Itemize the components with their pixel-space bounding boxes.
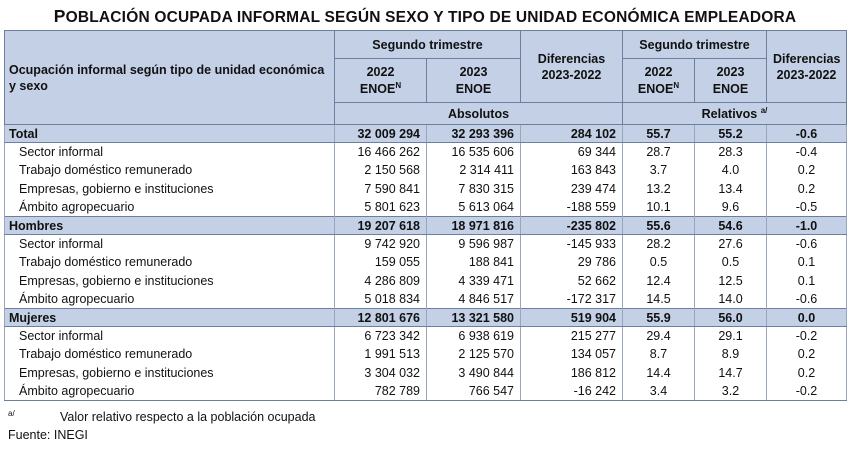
group-row-diff: 284 102 xyxy=(521,125,623,143)
table-row-v2023: 4 339 471 xyxy=(427,272,521,290)
table-row-label: Empresas, gobierno e instituciones xyxy=(5,272,335,290)
group-row-rdiff: 0.0 xyxy=(767,308,847,326)
table-row-v2022: 6 723 342 xyxy=(335,327,427,345)
table-row-diff: 29 786 xyxy=(521,253,623,271)
table-row-v2023: 766 547 xyxy=(427,382,521,400)
table-row-rdiff: 0.1 xyxy=(767,272,847,290)
table-row-r2023: 14.0 xyxy=(695,290,767,308)
table-row-diff: 186 812 xyxy=(521,364,623,382)
table-header xyxy=(5,31,847,125)
group-row-rdiff: -0.6 xyxy=(767,125,847,143)
table-row xyxy=(5,235,847,253)
group-row-r2022: 55.7 xyxy=(623,125,695,143)
group-row-v2023: 13 321 580 xyxy=(427,308,521,326)
table-row-r2022: 3.7 xyxy=(623,161,695,179)
table-row-v2023: 2 125 570 xyxy=(427,345,521,363)
table-row-label: Trabajo doméstico remunerado xyxy=(5,253,335,271)
table-row-r2022: 13.2 xyxy=(623,180,695,198)
table-row-v2022: 7 590 841 xyxy=(335,180,427,198)
col-2023-abs xyxy=(427,59,521,103)
year-2022-rel: 2022 xyxy=(644,64,673,79)
col-2022-rel xyxy=(623,59,695,103)
table-row-v2023: 6 938 619 xyxy=(427,327,521,345)
table-row-r2022: 14.5 xyxy=(623,290,695,308)
table-row-label: Sector informal xyxy=(5,235,335,253)
table-row-r2023: 29.1 xyxy=(695,327,767,345)
year-2022: 2022 xyxy=(366,64,395,79)
table-row-v2022: 9 742 920 xyxy=(335,235,427,253)
table-row-diff: 134 057 xyxy=(521,345,623,363)
group-row-v2022: 32 009 294 xyxy=(335,125,427,143)
table-row xyxy=(5,364,847,382)
table-row-v2022: 5 801 623 xyxy=(335,198,427,216)
table-row-v2022: 5 018 834 xyxy=(335,290,427,308)
source-note: Fuente: INEGI xyxy=(8,428,88,442)
table-row-r2022: 0.5 xyxy=(623,253,695,271)
table-row-v2023: 4 846 517 xyxy=(427,290,521,308)
table-row-diff: -145 933 xyxy=(521,235,623,253)
source-2022-rel: ENOE xyxy=(637,81,674,96)
group-row-v2022: 19 207 618 xyxy=(335,216,427,234)
table-row xyxy=(5,253,847,271)
relativos-sup: a/ xyxy=(760,105,768,115)
table-row-rdiff: -0.4 xyxy=(767,143,847,161)
table-row-r2022: 12.4 xyxy=(623,272,695,290)
table-row-r2023: 9.6 xyxy=(695,198,767,216)
table-row-r2023: 4.0 xyxy=(695,161,767,179)
table-row-rdiff: 0.2 xyxy=(767,180,847,198)
table-row-label: Ámbito agropecuario xyxy=(5,290,335,308)
source-2023-rel: ENOE xyxy=(712,81,749,96)
table-row-label: Ámbito agropecuario xyxy=(5,382,335,400)
table-row-r2023: 0.5 xyxy=(695,253,767,271)
relativos-header xyxy=(623,103,847,125)
year-2023: 2023 xyxy=(459,64,488,79)
diff-right-label: Diferencias 2023-2022 xyxy=(773,51,841,82)
table-row-diff: -188 559 xyxy=(521,198,623,216)
table-row-r2022: 29.4 xyxy=(623,327,695,345)
table-row-r2023: 13.4 xyxy=(695,180,767,198)
footnote-mark: a/ xyxy=(8,408,15,418)
diff-left-header xyxy=(521,31,623,103)
table-row xyxy=(5,180,847,198)
table-row xyxy=(5,198,847,216)
col-2023-rel xyxy=(695,59,767,103)
table-row xyxy=(5,143,847,161)
table-row-r2022: 8.7 xyxy=(623,345,695,363)
period-right-header: Segundo trimestre xyxy=(623,31,767,59)
table-row-r2022: 28.7 xyxy=(623,143,695,161)
table-row-label: Empresas, gobierno e instituciones xyxy=(5,364,335,382)
table-row-diff: 239 474 xyxy=(521,180,623,198)
source-2022-sup: N xyxy=(395,80,402,90)
year-2023-rel: 2023 xyxy=(716,64,745,79)
table-row-label: Sector informal xyxy=(5,143,335,161)
group-row-label: Hombres xyxy=(5,216,335,234)
table-row-label: Ámbito agropecuario xyxy=(5,198,335,216)
footnote xyxy=(8,408,316,424)
absolutos-header: Absolutos xyxy=(335,103,623,125)
table-row xyxy=(5,382,847,400)
table-title-initial: P xyxy=(53,6,66,26)
group-row-v2023: 32 293 396 xyxy=(427,125,521,143)
table-title-rest: OBLACIÓN OCUPADA INFORMAL SEGÚN SEXO Y TIPO DE UNIDAD ECONÓMICA EMPLEADORA xyxy=(65,9,797,26)
table-row-rdiff: -0.6 xyxy=(767,290,847,308)
group-row-v2022: 12 801 676 xyxy=(335,308,427,326)
table-row-label: Sector informal xyxy=(5,327,335,345)
footnote-text: Valor relativo respecto a la población ocupada xyxy=(60,410,316,424)
table-row xyxy=(5,345,847,363)
table-row-v2023: 16 535 606 xyxy=(427,143,521,161)
table-row-rdiff: 0.1 xyxy=(767,253,847,271)
table-row-v2022: 2 150 568 xyxy=(335,161,427,179)
source-2023: ENOE xyxy=(455,81,492,96)
group-row-label: Total xyxy=(5,125,335,143)
table-row xyxy=(5,272,847,290)
group-row-diff: -235 802 xyxy=(521,216,623,234)
row-header: Ocupación informal según tipo de unidad económica y sexo xyxy=(5,31,335,125)
table-row-v2023: 9 596 987 xyxy=(427,235,521,253)
period-left-header: Segundo trimestre xyxy=(335,31,521,59)
table-row-rdiff: -0.5 xyxy=(767,198,847,216)
table-row-rdiff: -0.6 xyxy=(767,235,847,253)
table-body xyxy=(5,125,847,401)
table-title xyxy=(0,6,850,27)
table-row-rdiff: -0.2 xyxy=(767,327,847,345)
group-row-r2022: 55.6 xyxy=(623,216,695,234)
table-row-v2022: 782 789 xyxy=(335,382,427,400)
group-row xyxy=(5,308,847,326)
table-row-rdiff: 0.2 xyxy=(767,161,847,179)
table-row-r2022: 3.4 xyxy=(623,382,695,400)
table-row-rdiff: 0.2 xyxy=(767,345,847,363)
table-row-r2023: 14.7 xyxy=(695,364,767,382)
table-row-v2022: 16 466 262 xyxy=(335,143,427,161)
table-row-r2023: 12.5 xyxy=(695,272,767,290)
table-row-v2022: 159 055 xyxy=(335,253,427,271)
group-row xyxy=(5,216,847,234)
table-row-label: Trabajo doméstico remunerado xyxy=(5,345,335,363)
table-row-v2022: 3 304 032 xyxy=(335,364,427,382)
group-row-r2023: 55.2 xyxy=(695,125,767,143)
group-row-r2023: 54.6 xyxy=(695,216,767,234)
group-row-v2023: 18 971 816 xyxy=(427,216,521,234)
table-row-v2022: 1 991 513 xyxy=(335,345,427,363)
informal-employment-table xyxy=(4,30,847,401)
table-row-r2022: 28.2 xyxy=(623,235,695,253)
table-row-diff: -16 242 xyxy=(521,382,623,400)
diff-right-header xyxy=(767,31,847,103)
group-row-diff: 519 904 xyxy=(521,308,623,326)
table-row-r2022: 14.4 xyxy=(623,364,695,382)
table-row-rdiff: -0.2 xyxy=(767,382,847,400)
group-row xyxy=(5,125,847,143)
table-row-r2023: 8.9 xyxy=(695,345,767,363)
relativos-label: Relativos xyxy=(701,106,758,121)
table-row-r2023: 28.3 xyxy=(695,143,767,161)
table-row-diff: 69 344 xyxy=(521,143,623,161)
table-row xyxy=(5,290,847,308)
table-row-diff: 163 843 xyxy=(521,161,623,179)
table-row-v2023: 3 490 844 xyxy=(427,364,521,382)
source-2022-rel-sup: N xyxy=(673,80,680,90)
table-row-r2023: 27.6 xyxy=(695,235,767,253)
table-row-diff: 52 662 xyxy=(521,272,623,290)
table-row-r2022: 10.1 xyxy=(623,198,695,216)
table-row-v2023: 188 841 xyxy=(427,253,521,271)
table-row-label: Trabajo doméstico remunerado xyxy=(5,161,335,179)
col-2022-abs xyxy=(335,59,427,103)
table-row-r2023: 3.2 xyxy=(695,382,767,400)
group-row-r2022: 55.9 xyxy=(623,308,695,326)
table-row xyxy=(5,161,847,179)
group-row-rdiff: -1.0 xyxy=(767,216,847,234)
table-row-diff: 215 277 xyxy=(521,327,623,345)
table-row-v2023: 7 830 315 xyxy=(427,180,521,198)
table-row-rdiff: 0.2 xyxy=(767,364,847,382)
group-row-label: Mujeres xyxy=(5,308,335,326)
table-row-diff: -172 317 xyxy=(521,290,623,308)
table-row-v2023: 2 314 411 xyxy=(427,161,521,179)
table-row-v2022: 4 286 809 xyxy=(335,272,427,290)
diff-left-label: Diferencias 2023-2022 xyxy=(537,51,606,82)
group-row-r2023: 56.0 xyxy=(695,308,767,326)
table-row xyxy=(5,327,847,345)
source-2022: ENOE xyxy=(359,81,396,96)
table-row-label: Empresas, gobierno e instituciones xyxy=(5,180,335,198)
table-row-v2023: 5 613 064 xyxy=(427,198,521,216)
